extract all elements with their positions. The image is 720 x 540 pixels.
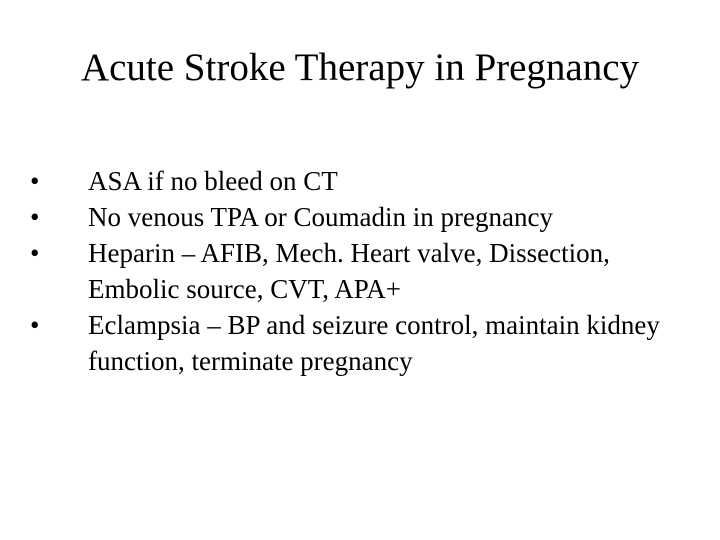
bullet-item: [30, 307, 690, 379]
bullet-item: [30, 163, 690, 199]
bullet-text: No venous TPA or Coumadin in pregnancy: [88, 202, 553, 232]
bullet-text: Eclampsia – BP and seizure control, maintain kidney function, terminate pregnancy: [88, 310, 660, 376]
bullet-text: ASA if no bleed on CT: [88, 166, 338, 196]
bullet-icon: •: [30, 310, 40, 340]
bullet-icon: •: [30, 202, 40, 232]
bullet-item: [30, 199, 690, 235]
bullet-icon: •: [30, 238, 40, 268]
bullet-icon: •: [30, 166, 40, 196]
bullet-list: [30, 163, 690, 379]
bullet-text: Heparin – AFIB, Mech. Heart valve, Dissection, Embolic source, CVT, APA+: [88, 238, 610, 304]
bullet-item: [30, 235, 690, 307]
slide-title: Acute Stroke Therapy in Pregnancy: [80, 46, 640, 89]
